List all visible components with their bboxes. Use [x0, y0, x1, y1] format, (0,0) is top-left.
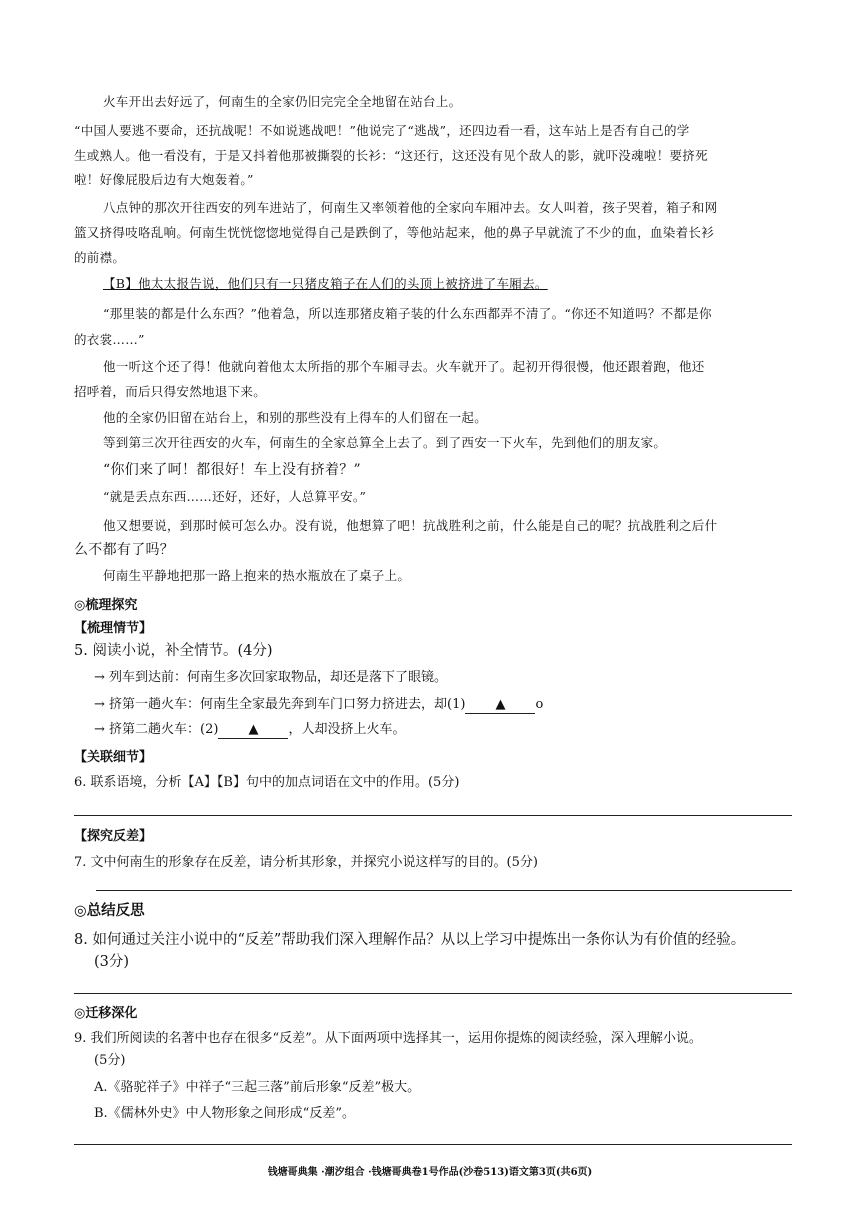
passage-line: 火车开出去好远了，何南生的全家仍旧完完全全地留在站台上。 [103, 94, 462, 109]
passage-line: “你们来了呵！都很好！车上没有挤着？” [103, 462, 362, 478]
question-8-line-2: (3分) [94, 954, 130, 970]
passage-line: 他一听这个还了得！他就向着他太太所指的那个车厢寻去。火车就开了。起初开得很慢，他还跟着跑，他还 [103, 359, 705, 374]
passage-line: 他又想要说，到那时候可怎么办。没有说，他想算了吧！抗战胜利之前，什么能是自己的呢？抗战胜利之后什 [103, 518, 718, 533]
passage-line: 篮又挤得吱咯乱响。何南生恍恍惚惚地觉得自己是跌倒了，等他站起来，他的鼻子早就流了不少的血，血染着长衫 [74, 225, 715, 240]
question-5-line-2-suffix: o [535, 697, 544, 712]
passage-line: “中国人要逃不要命，还抗战呢！不如说逃战吧！”他说完了“逃战”，还四边看一看，这车站上是否有自己的学 [74, 123, 690, 138]
question-5-stem: 5. 阅读小说，补全情节。(4分) [74, 643, 273, 659]
question-5-line-2-prefix: → 挤第一趟火车：何南生全家最先奔到车门口努力挤进去，却(1) [94, 697, 466, 712]
subsection-contrast-title: 【探究反差】 [74, 829, 153, 844]
question-5-line-1: → 列车到达前：何南生多次回家取物品，却还是落下了眼镜。 [94, 670, 448, 685]
section-summary-title: ◎总结反思 [74, 902, 145, 919]
question-5-line-3-prefix: → 挤第二趟火车：(2) [94, 722, 219, 737]
passage-line: 啦！好像屁股后边有大炮轰着。” [74, 172, 254, 187]
passage-line: 八点钟的那次开往西安的列车进站了，何南生又率领着他的全家向车厢冲去。女人叫着，孩子哭着，箱子和网 [103, 200, 718, 215]
page-footer: 钱塘哥典集 ·潮汐组合 ·钱塘哥典卷1号作品(沙卷513)语文第3页(共6页) [267, 1167, 593, 1178]
question-9-line-2: (5分) [94, 1053, 126, 1068]
answer-line[interactable] [74, 1144, 792, 1145]
subsection-plot-title: 【梳理情节】 [74, 621, 153, 636]
answer-blank-1[interactable]: ▲ [465, 697, 535, 714]
question-9-option-a: A.《骆驼祥子》中祥子“三起三落”前后形象“反差”极大。 [94, 1080, 421, 1095]
passage-line: 的前襟。 [74, 250, 126, 265]
passage-line: “就是丢点东西……还好，还好，人总算平安。” [103, 489, 367, 504]
passage-line: 生或熟人。他一看没有，于是又抖着他那被撕裂的长衫：“这还行，这还没有见个敌人的影，就吓没魂啦！要挤死 [74, 148, 708, 163]
subsection-detail-title: 【关联细节】 [74, 750, 153, 765]
section-transfer-title: ◎迁移深化 [74, 1006, 138, 1021]
passage-line: 么不都有了吗？ [74, 542, 175, 558]
sentence-b: 【B】他太太报告说，他们只有一只猪皮箱子在人们的头顶上被挤进了车厢去。 [103, 276, 548, 291]
passage-line: 等到第三次开往西安的火车，何南生的全家总算全上去了。到了西安一下火车，先到他们的朋友家。 [103, 435, 667, 450]
passage-line: 何南生平静地把那一路上抱来的热水瓶放在了桌子上。 [103, 568, 411, 583]
question-9-option-b: B.《儒林外史》中人物形象之间形成“反差”。 [94, 1106, 355, 1121]
answer-line[interactable] [96, 890, 792, 891]
answer-line[interactable] [74, 993, 792, 994]
question-5-line-2 [94, 694, 543, 716]
question-5-line-3-suffix: ，人却没挤上火车。 [288, 722, 406, 737]
answer-line[interactable] [74, 815, 792, 816]
question-5-line-3 [94, 719, 405, 741]
question-8-line-1: 8. 如何通过关注小说中的“反差”帮助我们深入理解作品？从以上学习中提炼出一条你认为有价值的经验。 [74, 932, 746, 948]
passage-line: “那里装的都是什么东西？”他着急，所以连那猪皮箱子装的什么东西都弄不清了。“你还不知道吗？不都是你 [103, 306, 712, 321]
question-9-line-1: 9. 我们所阅读的名著中也存在很多“反差”。从下面两项中选择其一，运用你提炼的阅读经验，深入理解小说。 [74, 1031, 702, 1046]
answer-blank-2[interactable]: ▲ [218, 722, 288, 739]
question-7: 7. 文中何南生的形象存在反差，请分析其形象，并探究小说这样写的目的。(5分) [74, 855, 538, 870]
passage-line: 招呼着，而后只得安然地退下来。 [74, 384, 267, 399]
passage-line: 他的全家仍旧留在站台上，和别的那些没有上得车的人们留在一起。 [103, 410, 488, 425]
passage-line: 的衣裳……” [74, 332, 145, 347]
section-sort-title: ◎梳理探究 [74, 598, 138, 613]
question-6: 6. 联系语境，分析【A】【B】句中的加点词语在文中的作用。(5分) [74, 775, 460, 790]
